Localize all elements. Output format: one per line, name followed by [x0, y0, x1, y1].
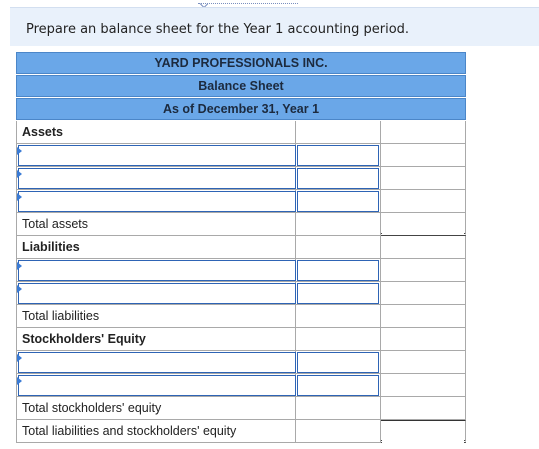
dropdown-marker-icon — [17, 377, 22, 385]
asset-row-2 — [16, 167, 466, 190]
total-equity-row — [16, 397, 466, 420]
liability-row-1 — [16, 259, 466, 282]
liability-row-2 — [16, 282, 466, 305]
collapse-indicator — [198, 3, 298, 4]
total-assets-input[interactable] — [382, 214, 464, 235]
dropdown-marker-icon — [17, 262, 22, 270]
dropdown-marker-icon — [17, 193, 22, 201]
liability-2-amount-input[interactable] — [297, 283, 379, 304]
statement-date: As of December 31, Year 1 — [16, 98, 466, 120]
total-liab-equity-label: Total liabilities and stockholders' equity — [22, 424, 237, 438]
assets-heading: Assets — [22, 125, 63, 139]
liability-1-account-input[interactable] — [18, 260, 296, 281]
equity-heading: Stockholders' Equity — [22, 332, 146, 346]
asset-1-amount-input[interactable] — [297, 145, 379, 166]
liabilities-heading-row — [16, 236, 466, 259]
asset-2-amount-input[interactable] — [297, 168, 379, 189]
asset-row-3 — [16, 190, 466, 213]
dropdown-marker-icon — [17, 354, 22, 362]
statement-title: Balance Sheet — [16, 75, 466, 97]
dropdown-marker-icon — [17, 147, 22, 155]
balance-sheet-table — [16, 52, 466, 444]
asset-3-account-input[interactable] — [18, 191, 296, 212]
asset-3-amount-input[interactable] — [297, 191, 379, 212]
equity-2-account-input[interactable] — [18, 375, 296, 396]
asset-2-account-input[interactable] — [18, 168, 296, 189]
total-assets-label: Total assets — [22, 217, 89, 231]
equity-row-1 — [16, 351, 466, 374]
equity-1-amount-input[interactable] — [297, 352, 379, 373]
total-liab-equity-row — [16, 420, 466, 443]
total-equity-label: Total stockholders' equity — [22, 401, 162, 415]
instruction-bar — [10, 7, 539, 46]
total-liab-equity-input[interactable] — [382, 422, 464, 443]
liability-1-amount-input[interactable] — [297, 260, 379, 281]
equity-row-2 — [16, 374, 466, 397]
liability-2-account-input[interactable] — [18, 283, 296, 304]
dropdown-marker-icon — [17, 285, 22, 293]
asset-row-1 — [16, 144, 466, 167]
total-assets-row — [16, 213, 466, 236]
equity-heading-row — [16, 328, 466, 351]
instruction-text: Prepare an balance sheet for the Year 1 accounting period. — [26, 22, 410, 37]
company-name: YARD PROFESSIONALS INC. — [16, 52, 466, 74]
total-liabilities-row — [16, 305, 466, 328]
assets-heading-row — [16, 121, 466, 144]
liabilities-heading: Liabilities — [22, 240, 80, 254]
equity-1-account-input[interactable] — [18, 352, 296, 373]
dropdown-marker-icon — [17, 170, 22, 178]
asset-1-account-input[interactable] — [18, 145, 296, 166]
equity-2-amount-input[interactable] — [297, 375, 379, 396]
total-liabilities-label: Total liabilities — [22, 309, 100, 323]
